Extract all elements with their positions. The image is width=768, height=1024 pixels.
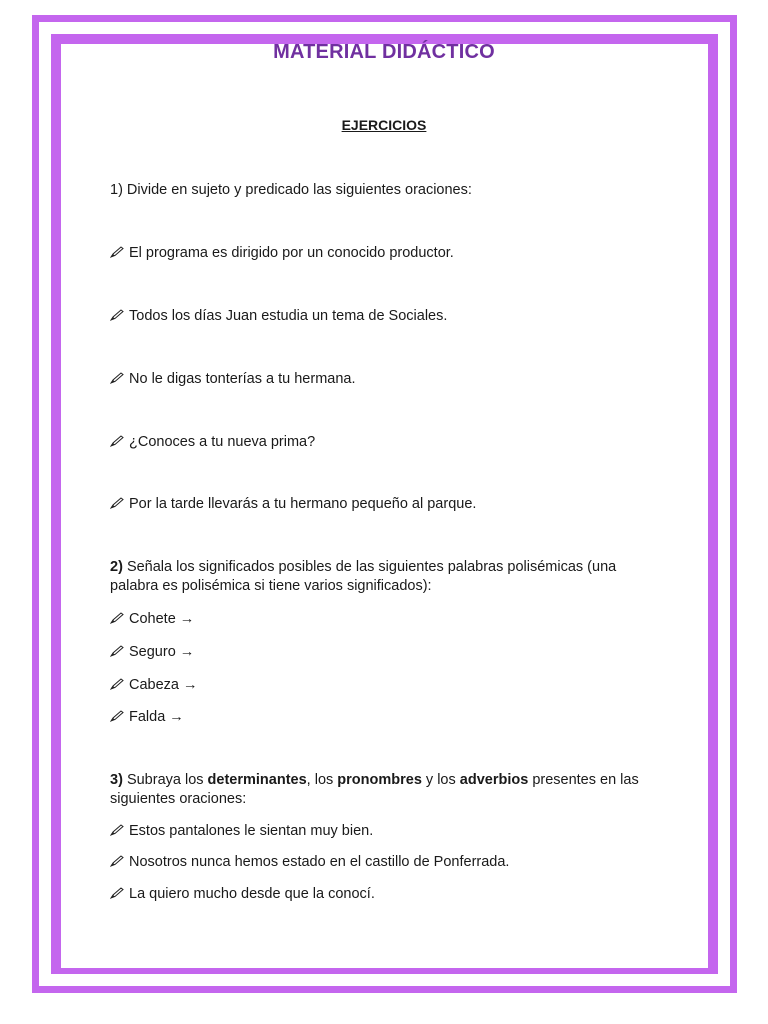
exercise-text: y los [425, 772, 456, 788]
item-text: Por la tarde llevarás a tu hermano pequeño al parque. [129, 496, 477, 512]
pencil-icon [110, 612, 124, 624]
list-item [110, 676, 198, 695]
list-item [110, 433, 315, 452]
list-item [110, 244, 454, 263]
list-item [110, 307, 447, 326]
pencil-icon [110, 435, 124, 447]
pencil-icon [110, 824, 124, 836]
list-item [110, 610, 194, 629]
document-title: MATERIAL DIDÁCTICO [273, 41, 495, 63]
exercise-1-heading: 1) Divide en sujeto y predicado las siguientes oraciones: [110, 182, 472, 198]
pencil-icon [110, 855, 124, 867]
exercise-text: presentes en las siguientes oraciones: [110, 772, 639, 807]
exercise-text: , los [306, 772, 334, 788]
pencil-icon [110, 246, 124, 258]
pencil-icon [110, 372, 124, 384]
list-item [110, 853, 509, 872]
pencil-icon [110, 497, 124, 509]
pencil-icon [110, 678, 124, 690]
section-heading: EJERCICIOS [341, 117, 427, 133]
list-item [110, 495, 476, 514]
exercise-text: Señala los significados posibles de las siguientes palabras polisémicas (una palabra es polisémica si tiene varios significados): [110, 559, 617, 594]
exercise-number: 2) [110, 559, 123, 575]
exercise-text: Subraya los [126, 772, 204, 788]
item-text: ¿Conoces a tu nueva prima? [129, 434, 316, 450]
exercise-2-heading [110, 558, 666, 596]
keyword-adverbios: adverbios [459, 772, 529, 788]
pencil-icon [110, 887, 124, 899]
list-item [110, 885, 375, 904]
keyword-determinantes: determinantes [207, 772, 307, 788]
list-item [110, 822, 373, 841]
list-item [110, 708, 184, 727]
item-text: Nosotros nunca hemos estado en el castillo de Ponferrada. [129, 854, 510, 870]
keyword-pronombres: pronombres [337, 772, 422, 788]
item-text: No le digas tonterías a tu hermana. [129, 371, 356, 387]
item-text: La quiero mucho desde que la conocí. [129, 886, 375, 902]
item-text: Estos pantalones le sientan muy bien. [129, 823, 374, 839]
list-item [110, 643, 194, 662]
item-text: El programa es dirigido por un conocido productor. [129, 245, 454, 261]
item-text: Cohete → [129, 611, 195, 627]
exercise-3-heading [110, 771, 666, 809]
item-text: Todos los días Juan estudia un tema de Sociales. [129, 308, 448, 324]
item-text: Seguro → [129, 644, 195, 660]
pencil-icon [110, 645, 124, 657]
list-item [110, 370, 356, 389]
exercise-number: 3) [110, 772, 123, 788]
item-text: Cabeza → [129, 677, 198, 693]
pencil-icon [110, 710, 124, 722]
pencil-icon [110, 309, 124, 321]
item-text: Falda → [129, 709, 184, 725]
